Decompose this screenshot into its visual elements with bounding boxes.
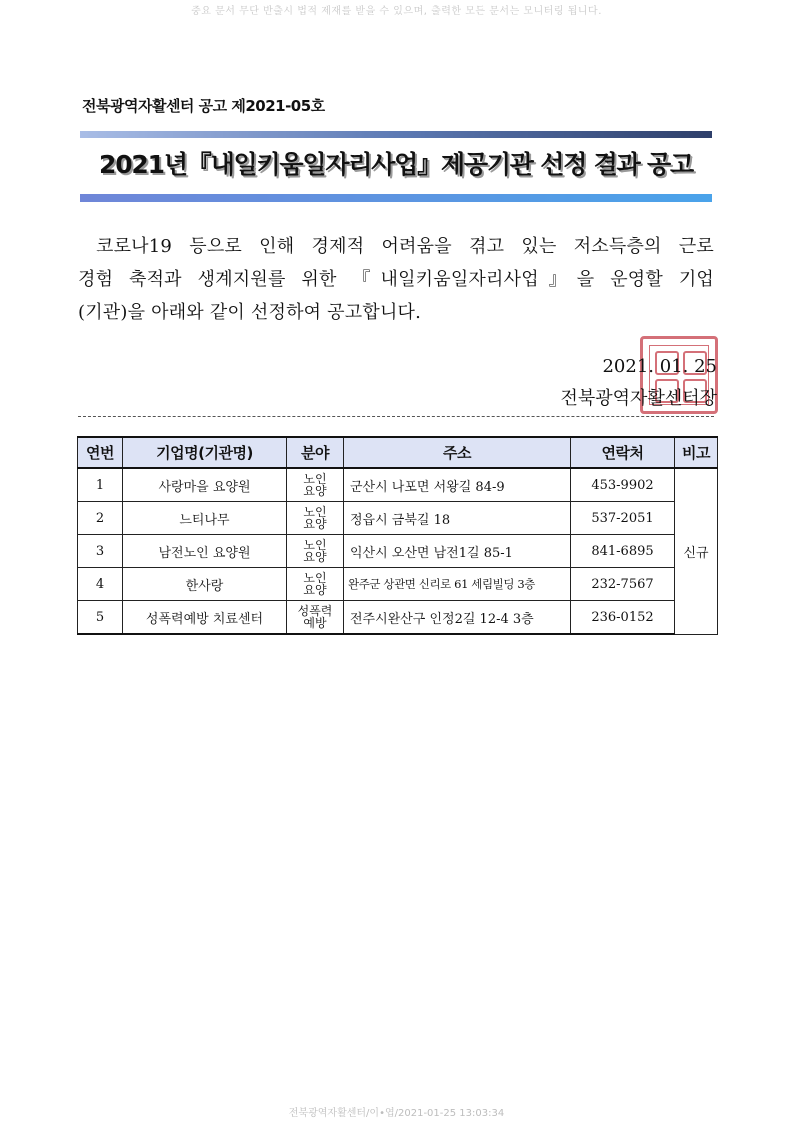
field-line-1: 성폭력 bbox=[297, 604, 333, 618]
cell-phone: 453-9902 bbox=[571, 468, 675, 502]
issuer-name: 전북광역자활센터장 bbox=[560, 388, 717, 409]
selection-results-table bbox=[77, 436, 718, 635]
cell-field bbox=[287, 601, 344, 635]
table-row bbox=[78, 468, 718, 502]
field-line-2: 요양 bbox=[303, 550, 327, 564]
field-line-1: 노인 bbox=[303, 472, 327, 486]
cell-no: 2 bbox=[78, 502, 123, 535]
cell-no: 1 bbox=[78, 468, 123, 502]
field-line-2: 요양 bbox=[303, 484, 327, 498]
cell-name: 한사랑 bbox=[123, 568, 287, 601]
cell-phone: 232-7567 bbox=[571, 568, 675, 601]
header-remark: 비고 bbox=[675, 437, 718, 468]
header-field: 분야 bbox=[287, 437, 344, 468]
cell-field bbox=[287, 502, 344, 535]
table-row bbox=[78, 568, 718, 601]
notice-number: 전북광역자활센터 공고 제2021-05호 bbox=[82, 97, 325, 115]
notice-date: 2021. 01. 25 bbox=[602, 356, 717, 377]
section-divider bbox=[78, 416, 714, 417]
monitoring-watermark: 중요 문서 무단 반출시 법적 제재를 받을 수 있으며, 출력한 모든 문서는 모니터링 됩니다. bbox=[191, 6, 602, 17]
field-line-1: 노인 bbox=[303, 571, 327, 585]
title-bottom-bar bbox=[80, 194, 712, 202]
field-line-2: 요양 bbox=[303, 583, 327, 597]
table-row bbox=[78, 502, 718, 535]
cell-field bbox=[287, 568, 344, 601]
cell-phone: 236-0152 bbox=[571, 601, 675, 635]
field-line-2: 요양 bbox=[303, 517, 327, 531]
field-line-1: 노인 bbox=[303, 538, 327, 552]
body-line-2: 경험 축적과 생계지원를 위한 『내일키움일자리사업』을 운영할 기업 bbox=[78, 269, 714, 290]
table-header-row bbox=[78, 437, 718, 468]
header-address: 주소 bbox=[344, 437, 571, 468]
cell-address: 전주시완산구 인정2길 12-4 3층 bbox=[344, 601, 571, 635]
body-line-3: (기관)을 아래와 같이 선정하여 공고합니다. bbox=[78, 302, 422, 323]
cell-address: 정읍시 금북길 18 bbox=[344, 502, 571, 535]
cell-name: 느티나무 bbox=[123, 502, 287, 535]
field-line-1: 노인 bbox=[303, 505, 327, 519]
cell-address: 군산시 나포면 서왕길 84-9 bbox=[344, 468, 571, 502]
cell-name: 성폭력예방 치료센터 bbox=[123, 601, 287, 635]
cell-no: 3 bbox=[78, 535, 123, 568]
print-footer: 전북광역자활센터/이•엽/2021-01-25 13:03:34 bbox=[288, 1108, 505, 1119]
header-no: 연번 bbox=[78, 437, 123, 468]
announcement-body bbox=[78, 230, 714, 329]
cell-name: 사랑마을 요양원 bbox=[123, 468, 287, 502]
header-phone: 연락처 bbox=[571, 437, 675, 468]
cell-field bbox=[287, 535, 344, 568]
table-row bbox=[78, 601, 718, 635]
cell-remark: 신규 bbox=[675, 468, 718, 634]
cell-no: 4 bbox=[78, 568, 123, 601]
cell-phone: 537-2051 bbox=[571, 502, 675, 535]
page-title: 2021년『내일키움일자리사업』제공기관 선정 결과 공고 bbox=[99, 150, 693, 179]
cell-name: 남전노인 요양원 bbox=[123, 535, 287, 568]
table-row bbox=[78, 535, 718, 568]
cell-address: 완주군 상관면 신리로 61 세림빌딩 3층 bbox=[344, 568, 571, 601]
cell-field bbox=[287, 468, 344, 502]
header-name: 기업명(기관명) bbox=[123, 437, 287, 468]
cell-no: 5 bbox=[78, 601, 123, 635]
body-line-1: 코로나19 등으로 인해 경제적 어려움을 겪고 있는 저소득층의 근로 bbox=[96, 236, 714, 257]
cell-phone: 841-6895 bbox=[571, 535, 675, 568]
title-top-bar bbox=[80, 131, 712, 138]
cell-address: 익산시 오산면 남전1길 85-1 bbox=[344, 535, 571, 568]
field-line-2: 예방 bbox=[303, 616, 327, 630]
